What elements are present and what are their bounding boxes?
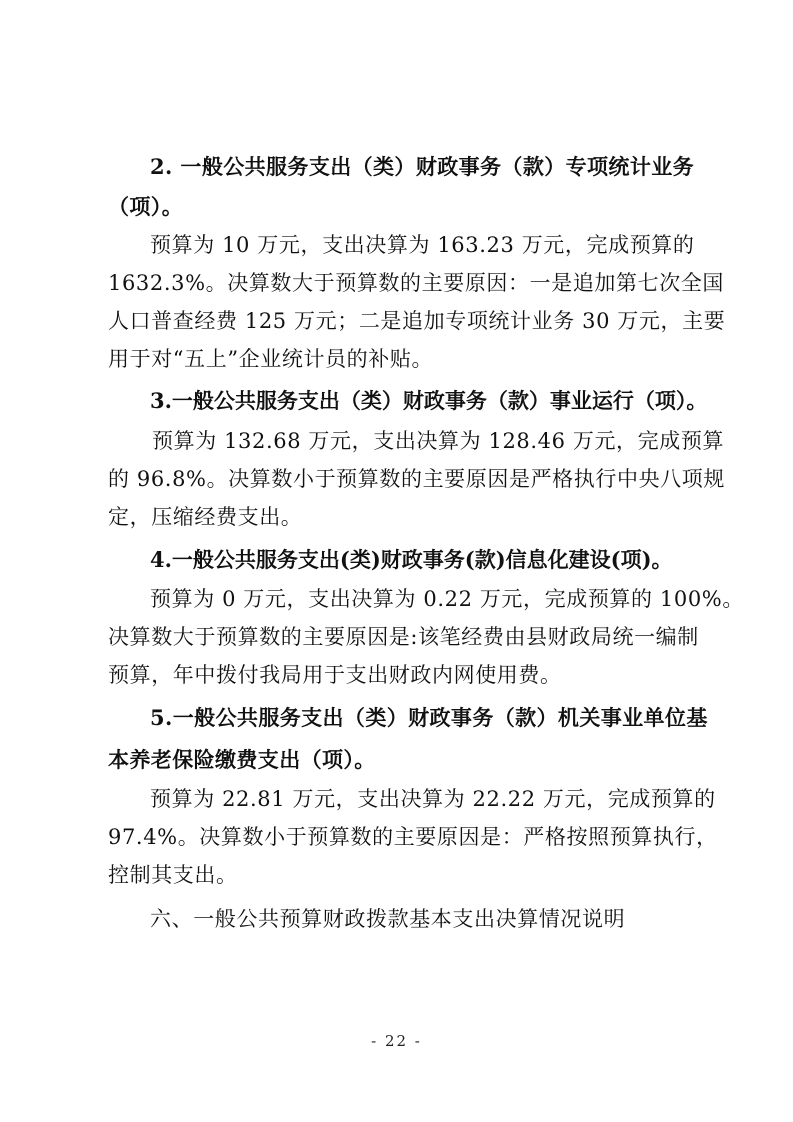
section-3-heading: 3.一般公共服务支出（类）财政事务（款）事业运行（项）。 — [150, 388, 708, 413]
section-5-body-line-1: 预算为 22.81 万元，支出决算为 22.22 万元，完成预算的 — [150, 787, 716, 811]
section-4-heading: 4.一般公共服务支出(类)财政事务(款)信息化建设(项)。 — [150, 547, 673, 572]
section-3-body-line-1: 预算为 132.68 万元，支出决算为 128.46 万元，完成预算 — [152, 429, 725, 453]
section-6-title: 六、一般公共预算财政拨款基本支出决算情况说明 — [150, 907, 626, 931]
section-3-body-line-3: 定，压缩经费支出。 — [108, 505, 303, 529]
section-2-heading-line-1: 2. 一般公共服务支出（类）财政事务（款）专项统计业务 — [150, 154, 695, 179]
section-4-body-line-3: 预算，年中拨付我局用于支出财政内网使用费。 — [108, 663, 562, 687]
page-number: - 22 - — [371, 1032, 422, 1050]
section-2-body-line-2: 1632.3%。决算数大于预算数的主要原因：一是追加第七次全国 — [108, 271, 725, 295]
section-2-heading-line-2: （项）。 — [108, 194, 184, 219]
section-5-body-line-2: 97.4%。决算数小于预算数的主要原因是：严格按照预算执行， — [108, 825, 718, 849]
section-5-heading-line-2: 本养老保险缴费支出（项）。 — [108, 747, 376, 772]
section-5-body-line-3: 控制其支出。 — [108, 863, 238, 887]
section-2-body-line-3: 人口普查经费 125 万元；二是追加专项统计业务 30 万元，主要 — [108, 309, 726, 333]
section-2-body-line-4: 用于对“五上”企业统计员的补贴。 — [108, 347, 434, 371]
section-4-body-line-1: 预算为 0 万元，支出决算为 0.22 万元，完成预算的 100%。 — [150, 587, 744, 611]
section-4-body-line-2: 决算数大于预算数的主要原因是:该笔经费由县财政局统一编制 — [108, 625, 699, 649]
section-3-body-line-2: 的 96.8%。决算数小于预算数的主要原因是严格执行中央八项规 — [108, 467, 725, 491]
section-5-heading-line-1: 5.一般公共服务支出（类）财政事务（款）机关事业单位基 — [150, 705, 708, 730]
section-2-body-line-1: 预算为 10 万元，支出决算为 163.23 万元，完成预算的 — [150, 233, 695, 257]
